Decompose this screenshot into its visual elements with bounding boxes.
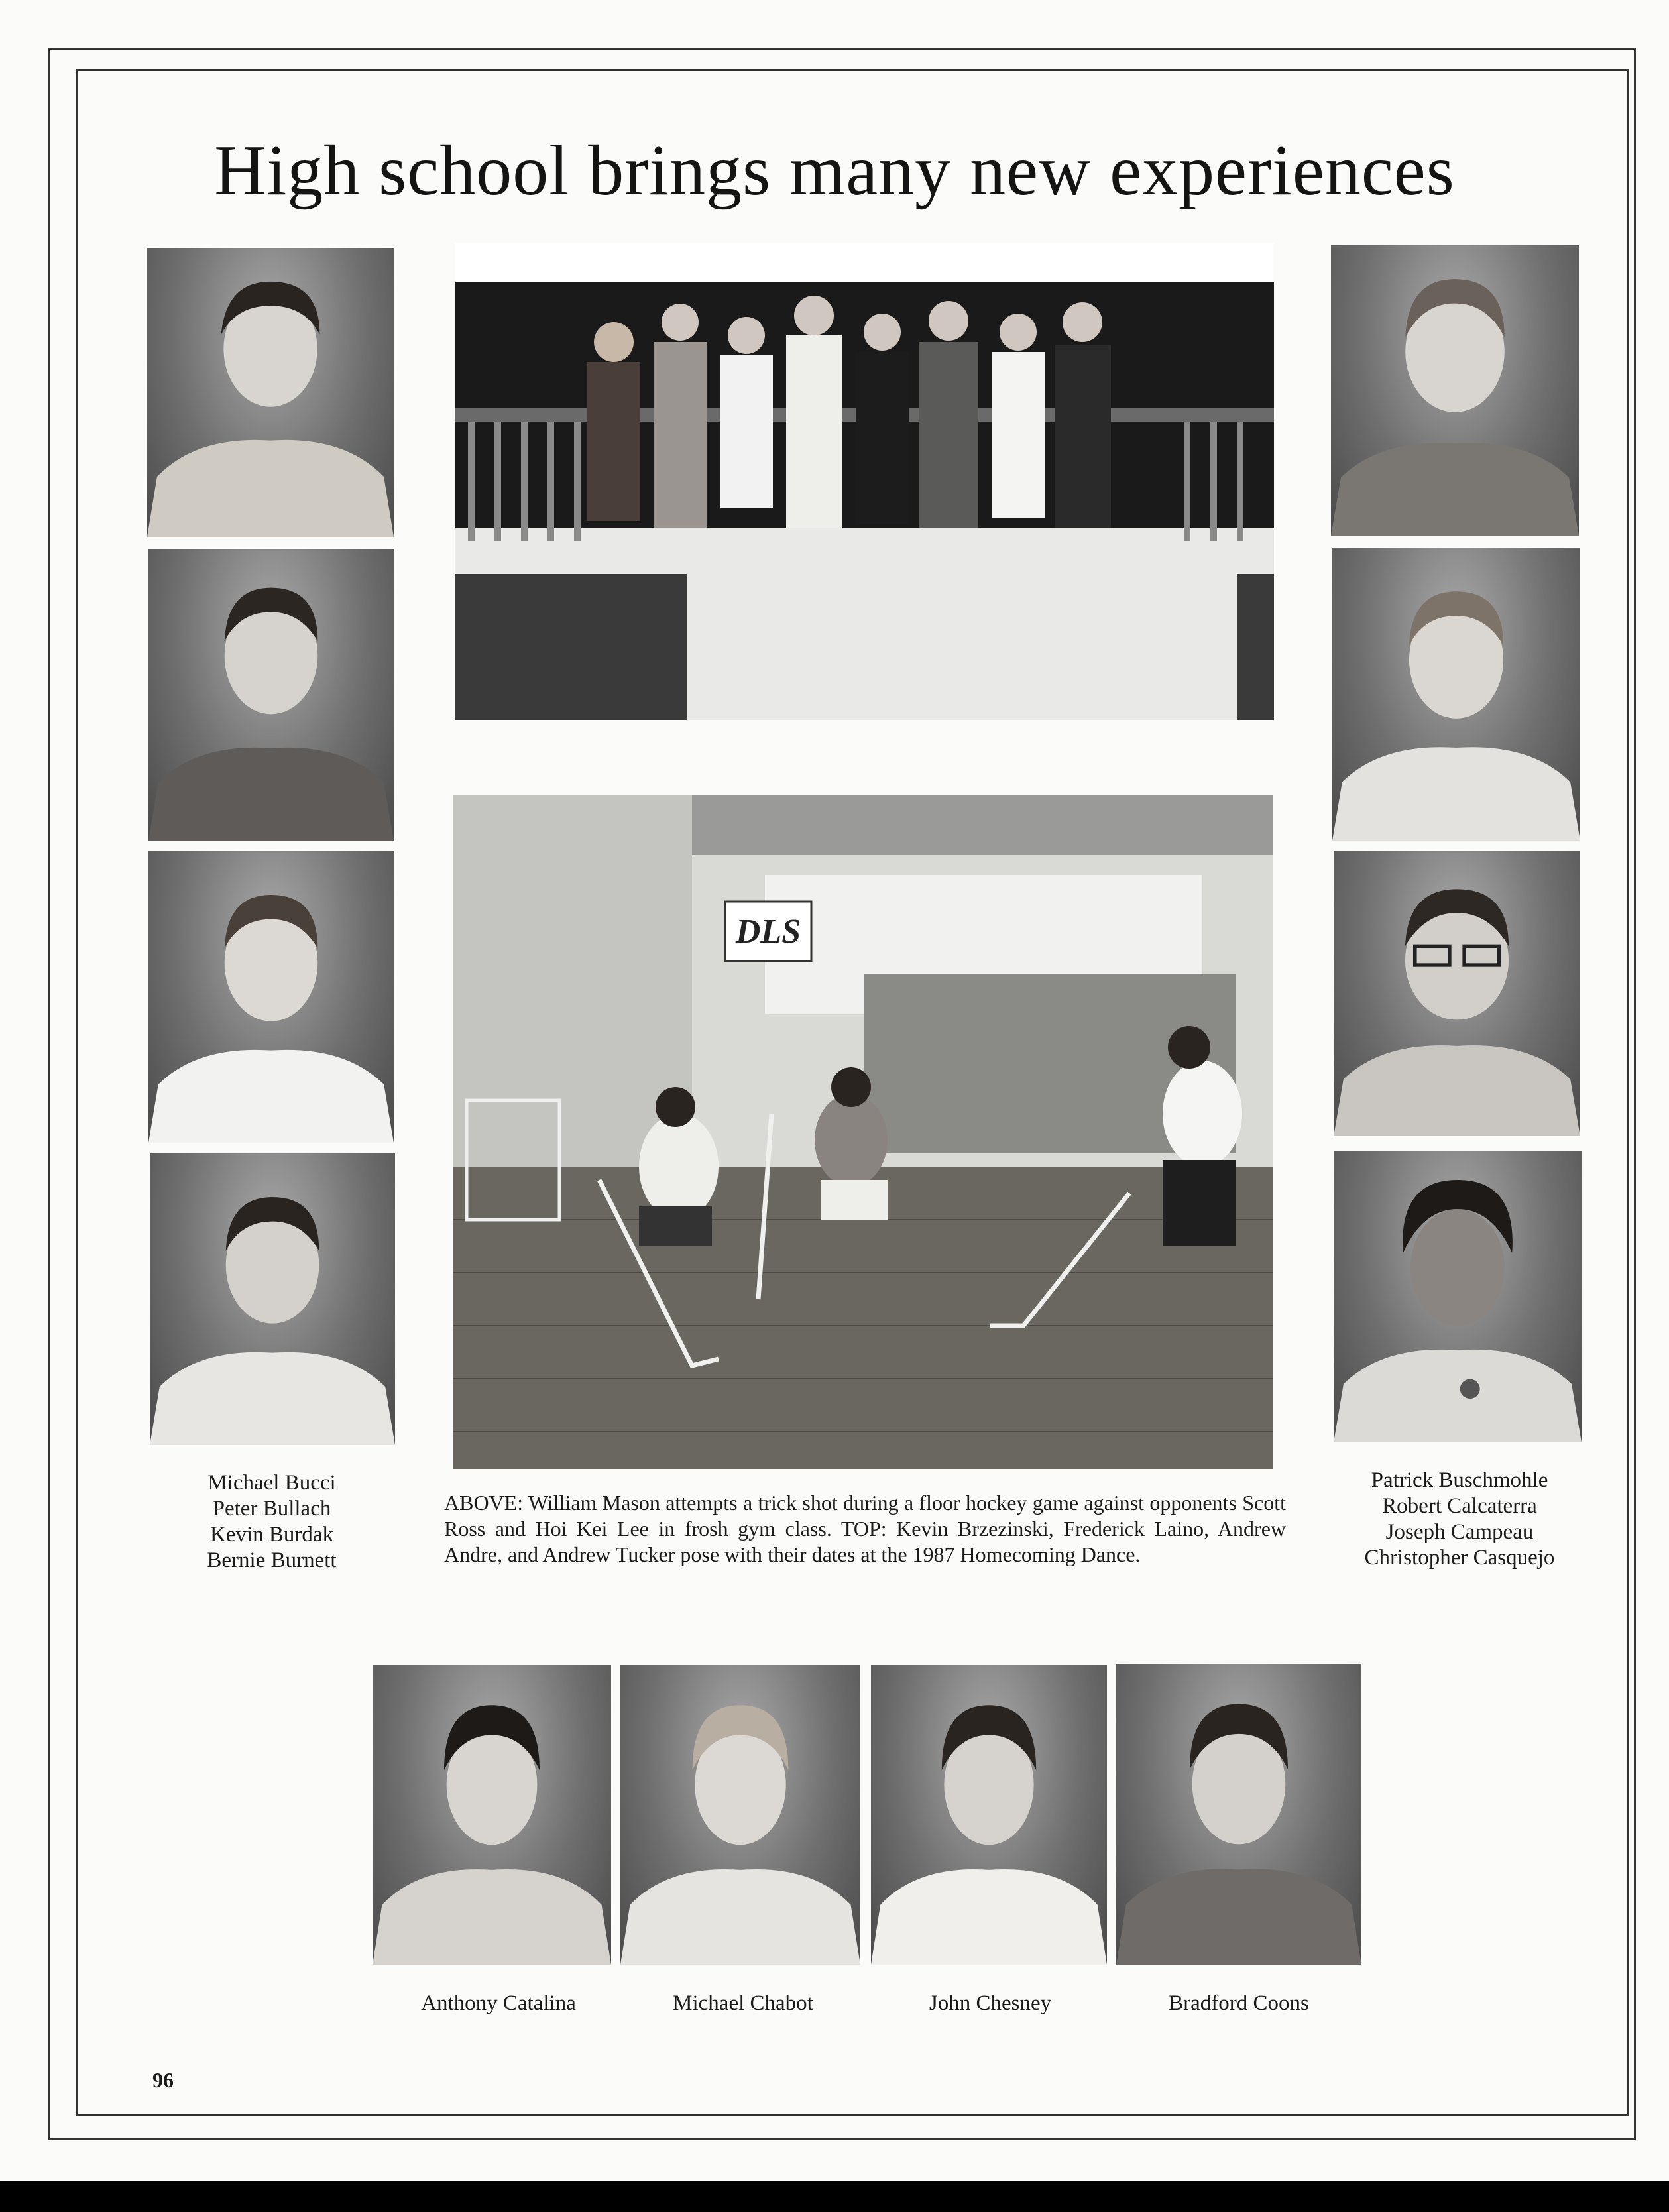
portrait-bottom-2: [620, 1665, 860, 1965]
name-left-1: Michael Bucci: [207, 1471, 336, 1495]
name-bottom-4: Bradford Coons: [1169, 1991, 1309, 2015]
name-right-3: Joseph Campeau: [1385, 1520, 1534, 1544]
portrait-bottom-3: [871, 1665, 1107, 1965]
name-left-4: Bernie Burnett: [207, 1548, 337, 1572]
portrait-left-3: [148, 851, 394, 1143]
page-number: 96: [152, 2068, 174, 2092]
name-bottom-2: Michael Chabot: [673, 1991, 813, 2015]
portrait-right-1: [1331, 245, 1579, 536]
page-title: High school brings many new experiences: [214, 131, 1455, 210]
portrait-left-2: [148, 549, 394, 841]
portrait-bottom-4: [1116, 1664, 1361, 1965]
name-left-3: Kevin Burdak: [209, 1523, 334, 1546]
gym-banner-letters: DLS: [735, 913, 801, 951]
name-left-2: Peter Bullach: [212, 1497, 331, 1521]
name-bottom-1: Anthony Catalina: [421, 1991, 576, 2015]
right-names-list: [1327, 1468, 1592, 1571]
portrait-left-1: [147, 248, 394, 537]
portrait-left-4: [150, 1153, 395, 1445]
portrait-right-4: [1334, 1151, 1582, 1442]
name-right-4: Christopher Casquejo: [1364, 1546, 1555, 1570]
portrait-right-3: [1334, 851, 1580, 1136]
floor-hockey-photo: [453, 795, 1273, 1469]
name-right-1: Patrick Buschmohle: [1371, 1468, 1548, 1492]
left-names-list: [159, 1470, 384, 1574]
portrait-bottom-1: [373, 1665, 611, 1965]
name-right-2: Robert Calcaterra: [1382, 1494, 1537, 1518]
photo-caption: ABOVE: William Mason attempts a trick shot during a floor hockey game against opponents Scott Ross and Hoi Kei Lee in frosh gym class. TOP: Kevin Brzezinski, Frederick Laino, Andrew Andre, and Andrew Tucker pose with their dates at the 1987 Homecoming Dance.: [444, 1491, 1286, 1566]
portrait-right-2: [1332, 548, 1580, 841]
homecoming-dance-photo: [455, 243, 1274, 720]
name-bottom-3: John Chesney: [929, 1991, 1052, 2015]
